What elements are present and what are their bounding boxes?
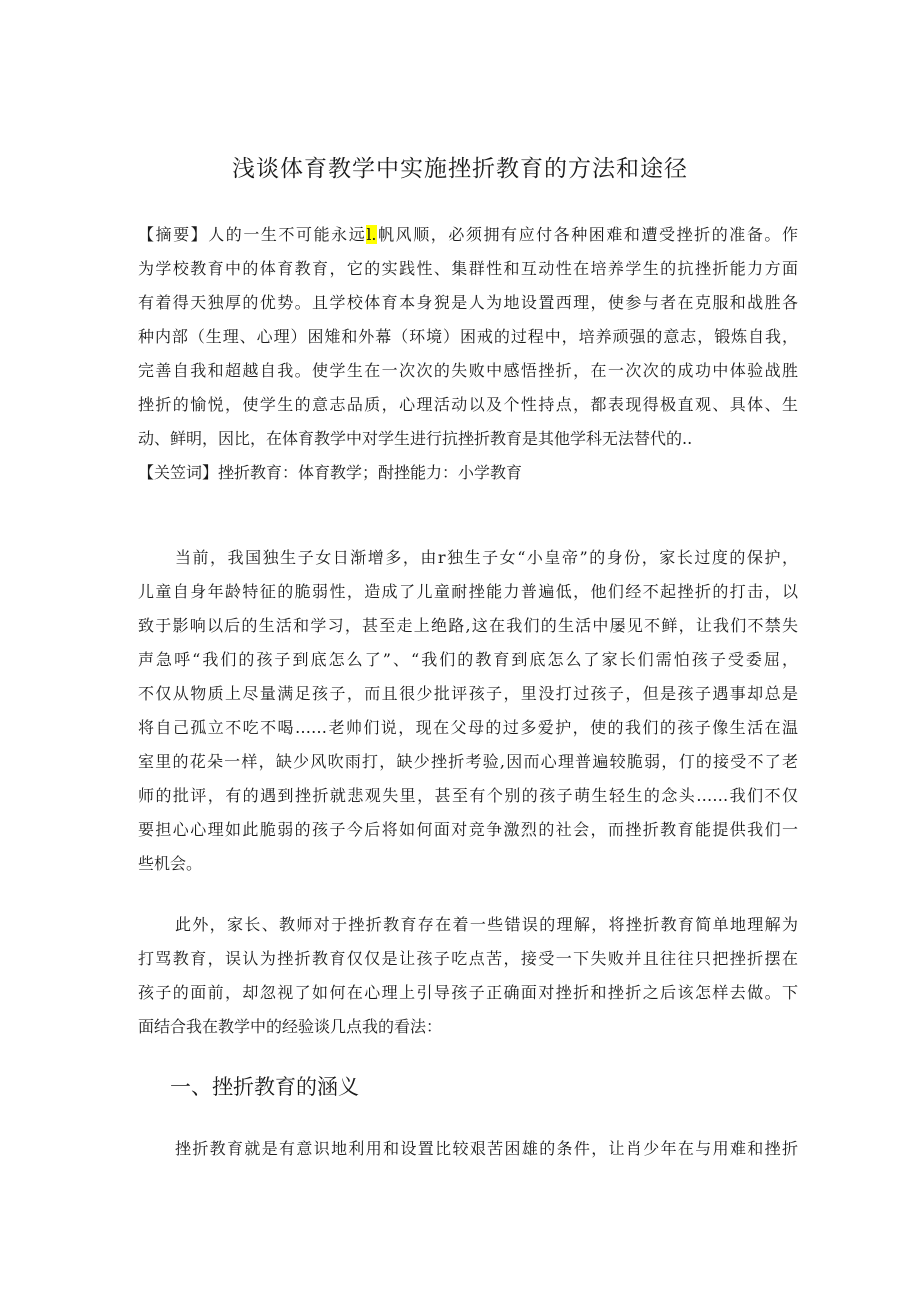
paragraph-line: 当前，我国独生子女日渐增多，由r独生子女“小皇帝”的身份，家长过度的保护，	[175, 548, 798, 567]
paragraph-line: 此外，家长、教师对于挫折教育存在着一些错误的理解，将挫折教育简单地理解为	[175, 915, 798, 934]
abstract-line: 有着得天独厚的优势。且学校体育本身猊是人为地设置西理，使参与者在克服和战胜各	[138, 293, 798, 312]
abstract-line: 为学校教育中的体育教育，它的实践性、集群性和互动性在培养学生的抗挫折能力方面	[138, 259, 798, 278]
paragraph-line: 孩子的面前，却忽视了如何在心理上引导孩子正确面对挫折和挫折之后该怎样去做。下	[138, 983, 798, 1002]
section-1-paragraph	[138, 1132, 798, 1166]
paragraph-line: 不仅从物质上尽量满足孩子，而且很少批评孩子，里没打过孩子，但是孩子遇事却总是	[138, 684, 798, 703]
document-title: 浅谈体育教学中实施挫折教育的方法和途径	[232, 156, 688, 182]
paragraph-line: 室里的花朵一样，缺少风吹雨打，缺少挫折考验,因而心理普遍较脆弱，仃的接受不了老	[138, 752, 798, 771]
abstract-line: 种内部（生理、心理）困雉和外幕（环境）困戒的过程中，培养顽强的意志，锻炼自我，	[138, 327, 798, 346]
keywords-text: 挫折教育：体育教学；酎挫能力：小学教育	[218, 463, 523, 482]
keywords-label: 【关笠词】	[138, 463, 219, 482]
abstract	[138, 218, 798, 490]
paragraph-line: 声急呼“我们的孩子到底怎么了”、“我们的教育到底怎么了家长们需怕孩子受委屈，	[138, 650, 798, 669]
abstract-line: 动、鲜明，因比，在体育教学中对学生进行抗挫折教育是其他学科无法替代的..	[138, 429, 693, 448]
paragraph-line: 师的批评，有的遇到挫折就悲观失里，甚至有个别的孩子萌生轻生的念头……我们不仅	[138, 786, 798, 805]
paragraph-line: 面结合我在教学中的经验谈几点我的看法：	[138, 1017, 443, 1036]
highlighted-text: l.	[366, 225, 377, 244]
paragraph-line: 儿童自身年龄特征的脆弱性，造成了儿童耐挫能力普遍低，他们经不起挫折的打击，以	[138, 582, 798, 601]
paragraph-line: 些机会。	[138, 854, 203, 873]
abstract-line: 完善自我和超越自我。使学生在一次次的失败中感悟挫折，在一次次的成功中体验战胜	[138, 361, 798, 380]
abstract-line: 【摘要】人的一生不可能永远l.帆风顺，必须拥有应付各种困难和遭受挫折的准备。作	[138, 225, 798, 244]
abstract-line: 挫折的愉悦，使学生的意志品质，心理活动以及个性持点，都表现得极直观、具体、生	[138, 395, 798, 414]
keywords	[138, 456, 798, 490]
paragraph-line: 致于影响以后的生活和学习，甚至走上绝路,这在我们的生活中屡见不鲜，让我们不禁失	[138, 616, 798, 635]
paragraph-line: 挫折教育就是有意识地利用和设置比较艰苦困雄的条件，让肖少年在与用难和挫折	[175, 1139, 798, 1158]
abstract-label: 【摘要】	[138, 225, 209, 244]
paragraph-line: 要担心心理如此脆弱的孩子今后将如何面对竞争激烈的社会，而挫折教育能提供我们一	[138, 820, 798, 839]
section-heading: 一、挫折教育的涵义	[170, 1075, 359, 1099]
paragraph-1	[138, 541, 798, 881]
paragraph-line: 将自己孤立不吃不喝……老帅们说，现在父母的过多爱护，使的我们的孩子像生活在温	[138, 718, 798, 737]
paragraph-line: 打骂教育，误认为挫折教育仅仅是让孩子吃点苦，接受一下失败并且往往只把挫折摆在	[138, 949, 798, 968]
paragraph-2	[138, 908, 798, 1044]
